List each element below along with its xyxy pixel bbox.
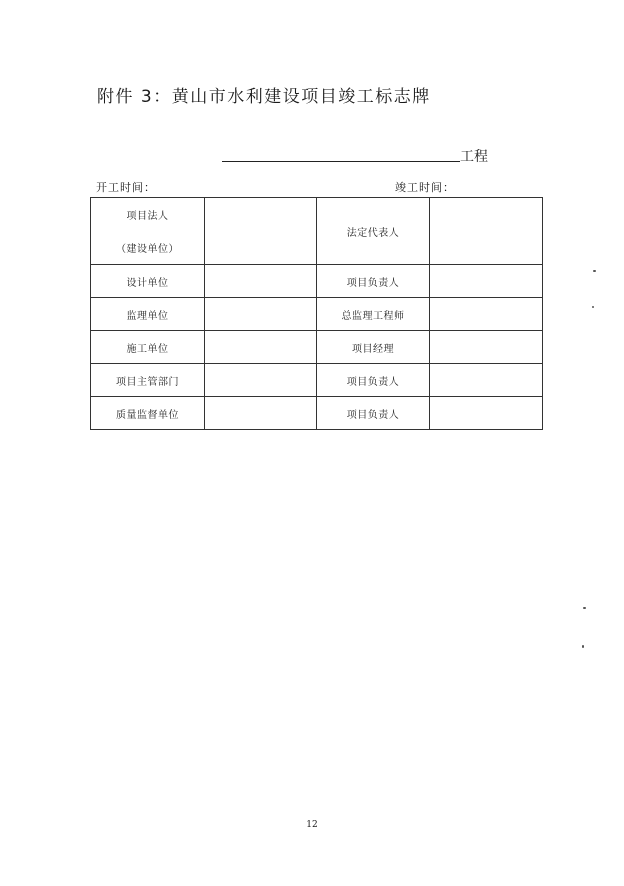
quality-lead-label: 项目负责人 xyxy=(317,397,430,430)
quality-lead-value-cell xyxy=(430,397,543,430)
quality-supervision-unit-label: 质量监督单位 xyxy=(91,397,205,430)
scan-speck xyxy=(583,607,586,609)
construction-unit-label: （建设单位） xyxy=(116,244,179,255)
scan-speck xyxy=(582,645,584,648)
department-lead-label: 项目负责人 xyxy=(317,364,430,397)
finish-time-label: 竣工时间： xyxy=(395,181,455,194)
document-heading: 附件 3：黄山市水利建设项目竣工标志牌 xyxy=(97,87,431,107)
legal-representative-label: 法定代表人 xyxy=(317,198,430,265)
construction-unit-row-label: 施工单位 xyxy=(91,331,205,364)
scan-speck xyxy=(592,306,594,308)
design-lead-label: 项目负责人 xyxy=(317,265,430,298)
supervision-unit-label: 监理单位 xyxy=(91,298,205,331)
project-suffix: 工程 xyxy=(460,149,488,165)
start-time-label: 开工时间： xyxy=(96,181,156,194)
table-row xyxy=(91,198,543,265)
project-owner-label: 项目法人 xyxy=(126,211,169,222)
design-lead-value-cell xyxy=(430,265,543,298)
legal-representative-value-cell xyxy=(430,198,543,265)
supervision-unit-value-cell xyxy=(205,298,317,331)
quality-supervision-value-cell xyxy=(205,397,317,430)
project-manager-value-cell xyxy=(430,331,543,364)
project-manager-label: 项目经理 xyxy=(317,331,430,364)
row-label-project-owner xyxy=(91,198,205,265)
design-unit-value-cell xyxy=(205,265,317,298)
project-name-blank-line xyxy=(222,146,460,162)
construction-unit-value-cell xyxy=(205,331,317,364)
table-row xyxy=(91,397,543,430)
table-row xyxy=(91,364,543,397)
chief-supervisor-label: 总监理工程师 xyxy=(317,298,430,331)
competent-department-label: 项目主管部门 xyxy=(91,364,205,397)
table-row xyxy=(91,331,543,364)
completion-sign-table xyxy=(90,197,543,430)
table-row xyxy=(91,265,543,298)
table-row xyxy=(91,298,543,331)
competent-department-value-cell xyxy=(205,364,317,397)
design-unit-label: 设计单位 xyxy=(91,265,205,298)
project-owner-value-cell xyxy=(205,198,317,265)
chief-supervisor-value-cell xyxy=(430,298,543,331)
page-number: 12 xyxy=(306,820,318,830)
scan-speck xyxy=(593,270,596,272)
department-lead-value-cell xyxy=(430,364,543,397)
